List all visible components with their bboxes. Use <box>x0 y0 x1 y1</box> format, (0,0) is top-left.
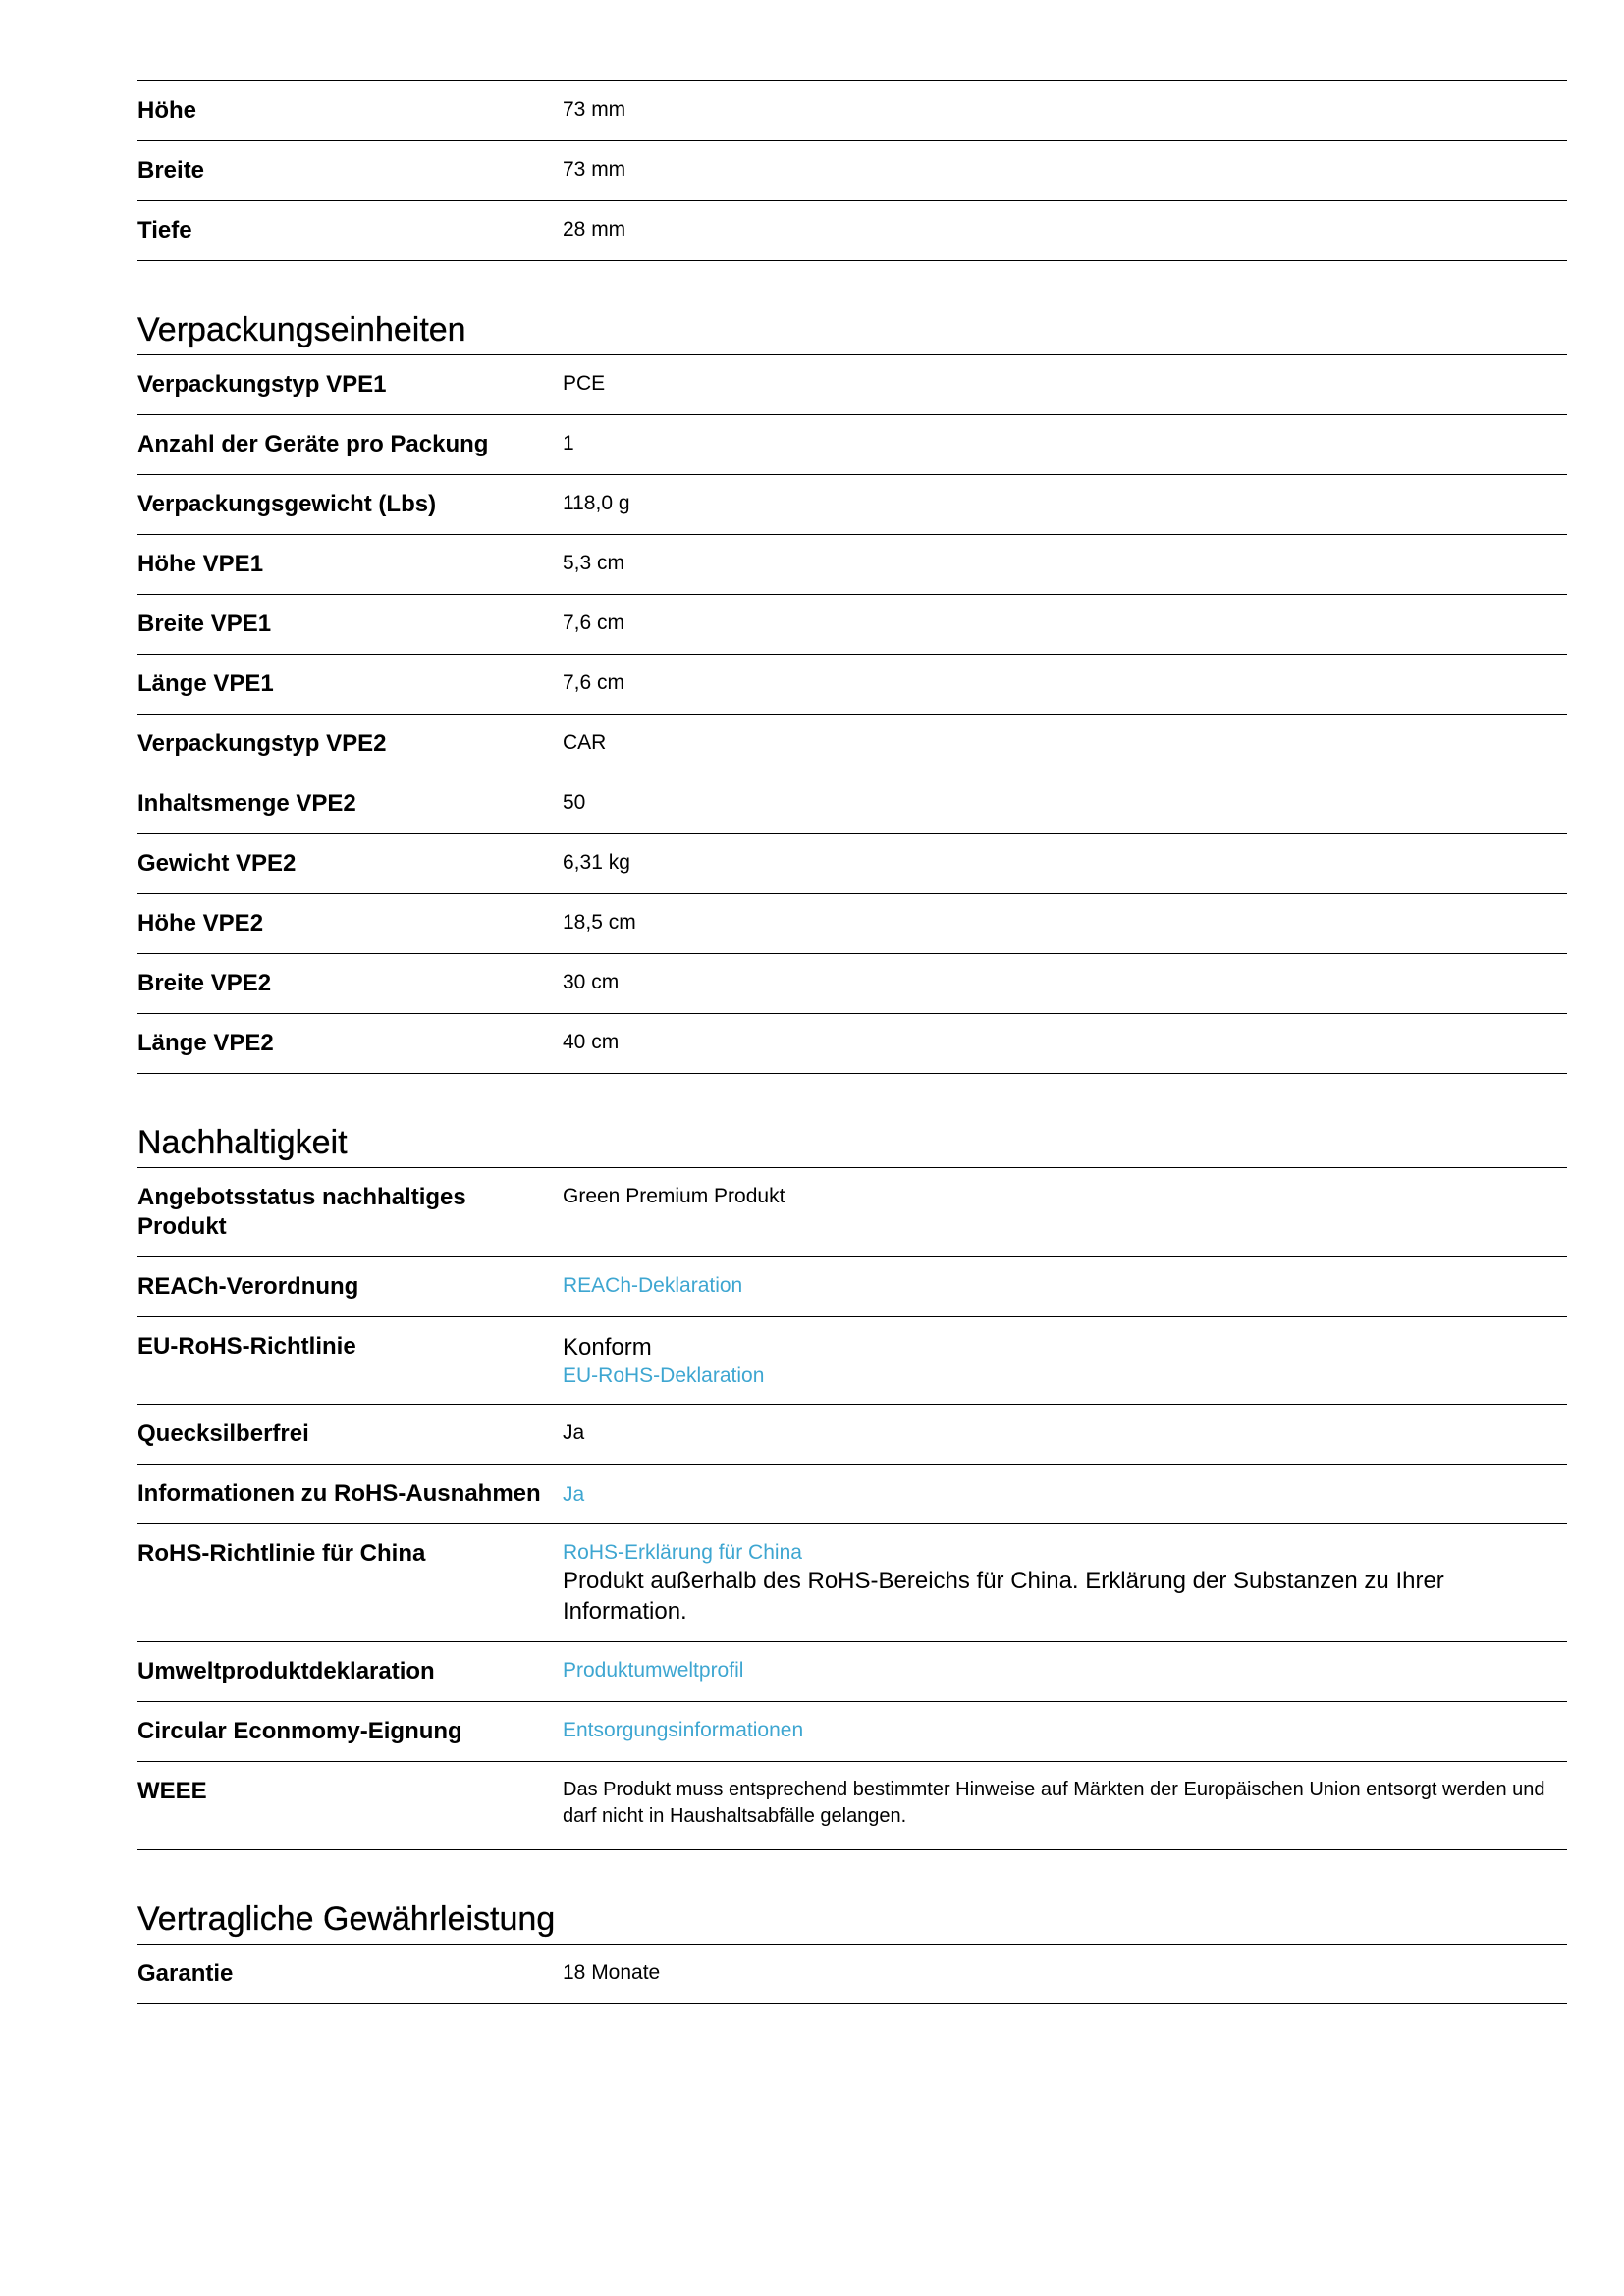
row-label: WEEE <box>137 1778 207 1804</box>
china-rohs-declaration-link[interactable]: RoHS-Erklärung für China <box>563 1541 802 1564</box>
row-value: 40 cm <box>563 1031 620 1053</box>
dimensions-table <box>137 80 1567 261</box>
weee-note: Das Produkt muss entsprechend bestimmter Hinweise auf Märkten der Europäischen Union entsorgt werden und darf nicht in Haushaltsabfälle gelangen. <box>563 1779 1545 1827</box>
table-row <box>137 141 1567 201</box>
row-value: 73 mm <box>563 158 626 181</box>
table-row <box>137 954 1567 1014</box>
row-label: Circular Econmomy-Eignung <box>137 1718 462 1744</box>
row-value: 30 cm <box>563 971 620 993</box>
disposal-information-link[interactable]: Entsorgungsinformationen <box>563 1719 804 1741</box>
reach-declaration-link[interactable]: REACh-Deklaration <box>563 1274 743 1297</box>
row-value: 18,5 cm <box>563 911 636 934</box>
row-value: 50 <box>563 791 586 814</box>
row-value: PCE <box>563 372 606 395</box>
table-row <box>137 1762 1567 1850</box>
row-value: 73 mm <box>563 98 626 121</box>
row-value <box>563 1777 1567 1830</box>
row-label: Verpackungsgewicht (Lbs) <box>137 491 437 517</box>
row-value: 18 Monate <box>563 1961 661 1984</box>
section-title-sustainability: Nachhaltigkeit <box>137 1122 1567 1168</box>
row-value <box>563 1332 1567 1389</box>
row-value: 7,6 cm <box>563 671 625 694</box>
row-label: Angebotsstatus nachhaltiges Produkt <box>137 1184 466 1240</box>
row-label: Quecksilberfrei <box>137 1420 309 1447</box>
table-row <box>137 1702 1567 1762</box>
table-row <box>137 81 1567 141</box>
row-label: Anzahl der Geräte pro Packung <box>137 431 489 457</box>
china-rohs-note: Produkt außerhalb des RoHS-Bereichs für China. Erklärung der Substanzen zu Ihrer Information. <box>563 1568 1444 1625</box>
row-label: Verpackungstyp VPE2 <box>137 730 387 757</box>
row-label: Verpackungstyp VPE1 <box>137 371 387 398</box>
table-row <box>137 1405 1567 1465</box>
table-row <box>137 655 1567 715</box>
row-value: 7,6 cm <box>563 612 625 634</box>
table-row <box>137 1642 1567 1702</box>
table-row <box>137 1524 1567 1642</box>
section-title-packaging: Verpackungseinheiten <box>137 309 1567 355</box>
table-row <box>137 1945 1567 2004</box>
section-title-warranty: Vertragliche Gewährleistung <box>137 1898 1567 1945</box>
row-label: RoHS-Richtlinie für China <box>137 1540 426 1567</box>
row-label: Umweltproduktdeklaration <box>137 1658 435 1684</box>
table-row <box>137 1257 1567 1317</box>
row-label: Höhe <box>137 97 196 124</box>
table-row <box>137 1014 1567 1074</box>
row-label: Tiefe <box>137 217 192 243</box>
row-value: 118,0 g <box>563 492 630 514</box>
table-row <box>137 355 1567 415</box>
warranty-table <box>137 1945 1567 2004</box>
table-row <box>137 1168 1567 1257</box>
row-label: Garantie <box>137 1960 234 1987</box>
row-value: 6,31 kg <box>563 851 630 874</box>
row-value: 28 mm <box>563 218 626 240</box>
table-row <box>137 475 1567 535</box>
table-row <box>137 1465 1567 1524</box>
row-value: 5,3 cm <box>563 552 625 574</box>
row-value <box>563 1479 1567 1508</box>
row-label: Höhe VPE2 <box>137 910 264 936</box>
row-label: Höhe VPE1 <box>137 551 264 577</box>
row-label: REACh-Verordnung <box>137 1273 359 1300</box>
sustainability-table <box>137 1168 1567 1850</box>
row-label: Breite VPE1 <box>137 611 272 637</box>
packaging-table <box>137 355 1567 1074</box>
table-row <box>137 715 1567 774</box>
row-label: EU-RoHS-Richtlinie <box>137 1333 356 1360</box>
row-value: Green Premium Produkt <box>563 1185 785 1207</box>
datasheet-page <box>137 80 1567 2004</box>
row-label: Informationen zu RoHS-Ausnahmen <box>137 1480 541 1507</box>
eu-rohs-declaration-link[interactable]: EU-RoHS-Deklaration <box>563 1364 765 1387</box>
row-label: Länge VPE2 <box>137 1030 274 1056</box>
table-row <box>137 415 1567 475</box>
table-row <box>137 535 1567 595</box>
table-row <box>137 1317 1567 1405</box>
row-label: Länge VPE1 <box>137 670 274 697</box>
row-label: Gewicht VPE2 <box>137 850 297 877</box>
row-value: Ja <box>563 1421 585 1444</box>
row-label: Breite VPE2 <box>137 970 272 996</box>
row-value: CAR <box>563 731 607 754</box>
row-value <box>563 1539 1567 1627</box>
rohs-exemptions-link[interactable]: Ja <box>563 1483 585 1506</box>
table-row <box>137 201 1567 261</box>
row-value <box>563 1717 1567 1743</box>
row-label: Inhaltsmenge VPE2 <box>137 790 356 817</box>
rohs-status: Konform <box>563 1334 652 1361</box>
row-value <box>563 1272 1567 1299</box>
table-row <box>137 894 1567 954</box>
table-row <box>137 774 1567 834</box>
product-environmental-profile-link[interactable]: Produktumweltprofil <box>563 1659 744 1682</box>
row-value <box>563 1657 1567 1683</box>
row-value: 1 <box>563 432 574 454</box>
table-row <box>137 834 1567 894</box>
row-label: Breite <box>137 157 205 184</box>
table-row <box>137 595 1567 655</box>
